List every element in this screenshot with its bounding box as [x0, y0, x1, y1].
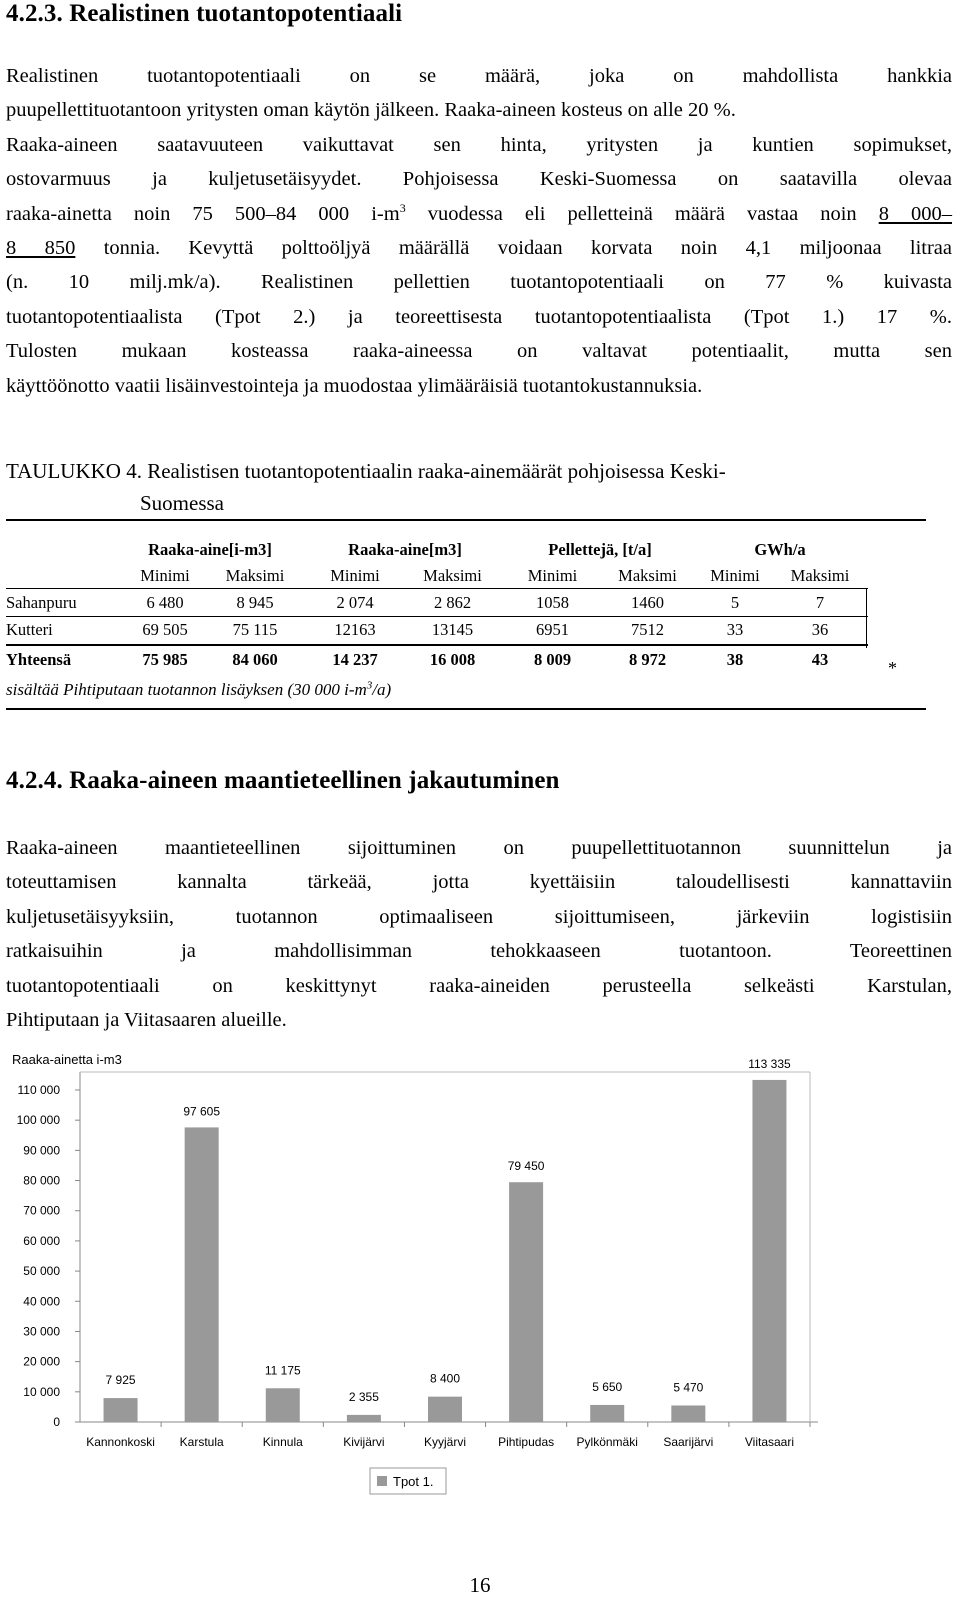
y-tick-label: 110 000 [17, 1083, 60, 1097]
paragraph-line: kuljetusetäisyyksiin, tuotannon optimaaliseen sijoittumiseen, järkeviin logistisiin [6, 905, 952, 928]
legend-label: Tpot 1. [393, 1474, 434, 1489]
table-row-label: Sahanpuru [6, 593, 77, 612]
data-label: 5 650 [592, 1379, 623, 1394]
y-tick-label: 40 000 [23, 1294, 60, 1309]
table-total-cell: 8 972 [628, 650, 667, 669]
table-subheader: Maksimi [423, 566, 482, 585]
data-label: 79 450 [507, 1159, 545, 1174]
section-heading-realistic: 4.2.3. Realistinen tuotantopotentiaali [6, 0, 403, 27]
paragraph-line: Raaka-aineen maantieteellinen sijoittuminen on puupellettituotannon suunnittelun ja [6, 837, 952, 859]
bar [752, 1080, 786, 1422]
table-caption: TAULUKKO 4. Realistisen tuotantopotentiaalin raaka-ainemäärät pohjoisessa Keski- [6, 459, 726, 483]
category-label: Kyyjärvi [423, 1435, 467, 1449]
table-subheader: Minimi [527, 566, 578, 585]
table-header-line [6, 588, 868, 589]
table-group-header: Pellettejä, [t/a] [548, 540, 652, 559]
data-label: 8 400 [429, 1371, 461, 1386]
table-cell: 7 [815, 593, 825, 612]
y-tick-label: 80 000 [23, 1173, 60, 1188]
table-footnote: sisältää Pihtiputaan tuotannon lisäyksen (30 000 $i-m^3/a$) [6, 679, 392, 699]
table-subheader: Maksimi [225, 566, 285, 585]
chart-ylabel: Raaka-ainetta i-m3 [12, 1052, 122, 1067]
category-label: Pihtipudas [498, 1435, 555, 1449]
bar [428, 1397, 462, 1422]
paragraph-line: (n. 10 milj.mk/a). Realistinen pellettien tuotantopotentiaali on 77 % kuivasta [6, 271, 952, 294]
y-tick-label: 50 000 [23, 1264, 60, 1279]
table-group-header: Raaka-aine[m3] [348, 540, 462, 559]
paragraph-line: puupellettituotantoon yritysten oman käytön jälkeen. Raaka-aineen kosteus on alle 20 %. [6, 99, 736, 122]
bar [185, 1127, 219, 1422]
table-cell: 2 074 [336, 593, 374, 612]
table-top-rule [6, 519, 926, 521]
category-label: Saarijärvi [663, 1435, 714, 1449]
data-label: 7 925 [105, 1373, 136, 1388]
table-cell: 7512 [631, 620, 664, 639]
table-total-line [6, 644, 868, 646]
category-label: Kinnula [262, 1435, 303, 1449]
table-cell: 1058 [536, 593, 569, 612]
section-heading-geography: 4.2.4. Raaka-aineen maantieteellinen jakautuminen [6, 767, 560, 794]
table-group-header: GWh/a [754, 540, 806, 559]
table-cell: 33 [726, 620, 744, 639]
paragraph-line: toteuttamisen kannalta tärkeää, jotta kyettäisiin taloudellisesti kannattaviin [6, 871, 952, 894]
data-label: 113 335 [748, 1056, 791, 1071]
paragraph-geography [6, 831, 952, 1037]
bar [509, 1182, 543, 1422]
table-total-cell: 8 009 [533, 650, 572, 669]
legend-swatch [377, 1476, 387, 1486]
data-label: 2 355 [348, 1389, 379, 1404]
bar [266, 1388, 300, 1422]
paragraph-line: tuotantopotentiaali on keskittynyt raaka-aineiden perusteella selkeästi Karstulan, [6, 974, 952, 997]
table-subheader: Maksimi [618, 566, 677, 585]
table-subheader: Maksimi [790, 566, 850, 585]
page-number: 16 [469, 1573, 491, 1597]
paragraph-realistic [6, 59, 952, 403]
paragraph-line: 8 850 tonnia. Kevyttä polttoöljyä määrällä voidaan korvata noin 4,1 miljoonaa litraa [6, 237, 953, 260]
table-cell: 6 480 [146, 593, 184, 612]
paragraph-line: Pihtiputaan ja Viitasaaren alueille. [6, 1009, 287, 1032]
paragraph-line: ratkaisuihin ja mahdollisimman tehokkaaseen tuotantoon. Teoreettinen [6, 940, 952, 963]
table-cell: 2 862 [433, 593, 472, 612]
category-label: Viitasaari [744, 1435, 795, 1449]
table-cell: 69 505 [142, 620, 188, 639]
table-cell: 6951 [536, 620, 569, 639]
table-caption-cont: Suomessa [140, 491, 224, 515]
table-row-line [6, 616, 868, 617]
table-cell: 8 945 [236, 593, 274, 612]
paragraph-line: raaka-ainetta noin 75 500–84 000 $i-m^3$ vuodessa eli pelletteinä määrä vastaa noin 8 000– [6, 200, 952, 225]
y-tick-label: 100 000 [16, 1113, 60, 1128]
category-label: Pylkönmäki [576, 1435, 638, 1449]
paragraph-line: Raaka-aineen saatavuuteen vaikuttavat sen hinta, yritysten ja kuntien sopimukset, [6, 133, 952, 156]
table-total-cell: 16 008 [429, 650, 476, 669]
bar [590, 1405, 624, 1422]
table-total-cell: 43 [811, 650, 829, 669]
table-total-cell: 75 985 [142, 650, 188, 669]
bar [347, 1415, 381, 1422]
table-cell: 5 [730, 593, 740, 612]
y-tick-label: 10 000 [23, 1384, 60, 1399]
category-label: Kivijärvi [343, 1435, 385, 1449]
data-label: 11 175 [264, 1363, 301, 1378]
table-bottom-rule [6, 708, 926, 710]
table-total-label: Yhteensä [6, 650, 72, 669]
bar [671, 1405, 705, 1422]
table-row-label: Kutteri [6, 620, 53, 639]
table-right-border [866, 588, 867, 648]
data-label: 5 470 [673, 1380, 704, 1395]
table-group-header: Raaka-aine[i-m3] [148, 540, 272, 559]
paragraph-line: käyttöönotto vaatii lisäinvestointeja ja muodostaa ylimääräisiä tuotantokustannuksia. [6, 374, 703, 397]
y-tick-label: 20 000 [23, 1354, 60, 1369]
y-tick-label: 30 000 [23, 1324, 60, 1339]
paragraph-line: Tulosten mukaan kosteassa raaka-aineessa on valtavat potentiaalit, mutta sen [6, 340, 952, 363]
table-total-cell: 14 237 [332, 650, 378, 669]
table-subheader: Minimi [140, 566, 190, 585]
table-total-cell: 84 060 [232, 650, 278, 669]
y-tick-label: 70 000 [23, 1203, 60, 1218]
y-tick-label: 0 [53, 1415, 60, 1429]
chart-ticks [17, 1083, 80, 1429]
table-cell: 13145 [431, 620, 474, 639]
table-subheader: Minimi [330, 566, 380, 585]
bar [104, 1398, 138, 1422]
table-subheader: Minimi [710, 566, 760, 585]
category-label: Karstula [179, 1435, 224, 1449]
table-cell: 36 [811, 620, 829, 639]
table-cell: 1460 [631, 593, 664, 612]
category-label: Kannonkoski [86, 1435, 155, 1449]
table-asterisk: * [888, 658, 897, 678]
table-cell: 12163 [334, 620, 376, 639]
paragraph-line: Realistinen tuotantopotentiaali on se määrä, joka on mahdollista hankkia [6, 65, 952, 87]
chart-category-labels [86, 1422, 810, 1449]
table-cell: 75 115 [232, 620, 278, 639]
paragraph-line: tuotantopotentiaalista (Tpot 2.) ja teoreettisesta tuotantopotentiaalista (Tpot 1.) 17 %. [6, 305, 952, 328]
chart-legend [370, 1468, 446, 1494]
bar-chart [0, 1040, 960, 1500]
data-label: 97 605 [183, 1104, 221, 1119]
table-total-cell: 38 [726, 650, 744, 669]
y-tick-label: 90 000 [23, 1143, 60, 1158]
paragraph-line: ostovarmuus ja kuljetusetäisyydet. Pohjoisessa Keski-Suomessa on saatavilla olevaa [6, 168, 952, 191]
y-tick-label: 60 000 [23, 1233, 60, 1248]
